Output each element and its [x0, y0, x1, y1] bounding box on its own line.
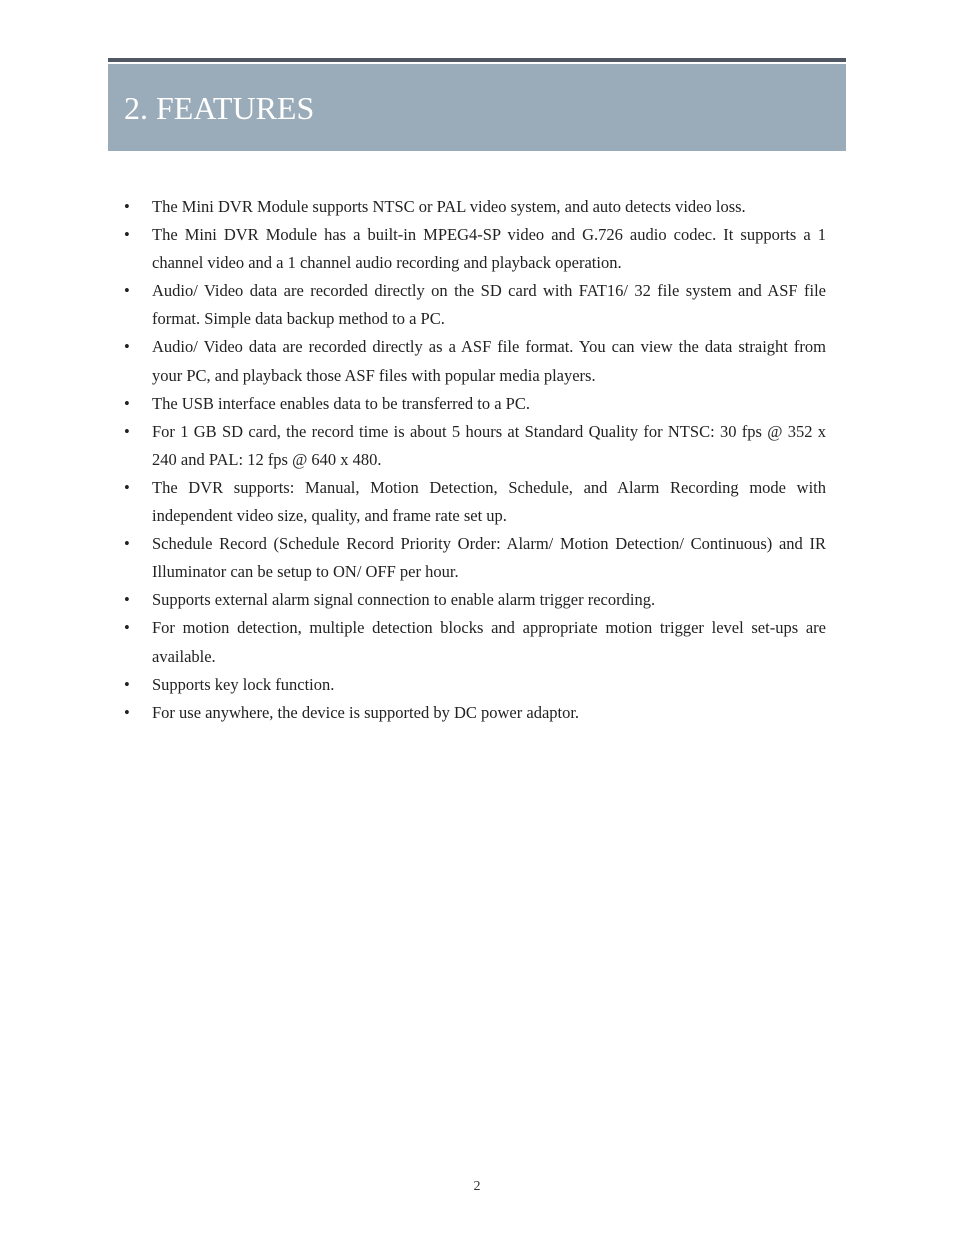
feature-text: Supports external alarm signal connection to enable alarm trigger recording. [152, 590, 656, 610]
section-title: 2. FEATURES [124, 90, 315, 126]
list-item [124, 586, 826, 614]
bullet-icon: • [124, 421, 130, 441]
header-rule [108, 58, 846, 62]
feature-text: The Mini DVR Module supports NTSC or PAL video system, and auto detects video loss. [152, 197, 746, 216]
bullet-icon: • [124, 702, 130, 722]
list-item [124, 530, 826, 586]
feature-text: Supports key lock function. [152, 674, 335, 694]
list-item [124, 277, 826, 333]
feature-text: Audio/ Video data are recorded directly as a ASF file format. You can view the data straight from your PC, and playback those ASF files with popular media players. [152, 337, 826, 385]
list-item [124, 418, 826, 474]
bullet-icon: • [124, 225, 130, 245]
bullet-icon: • [124, 393, 130, 413]
feature-text: For 1 GB SD card, the record time is about 5 hours at Standard Quality for NTSC: 30 fps @ 352 x 240 and PAL: 12 fps @ 640 x 480. [152, 421, 826, 469]
bullet-icon: • [124, 674, 130, 694]
bullet-icon: • [124, 337, 130, 357]
feature-text: The USB interface enables data to be transferred to a PC. [152, 393, 530, 413]
feature-text: Audio/ Video data are recorded directly on the SD card with FAT16/ 32 file system and ASF file format. Simple data backup method to a PC. [152, 281, 826, 329]
feature-text: For use anywhere, the device is supported by DC power adaptor. [152, 702, 580, 722]
bullet-icon: • [124, 534, 130, 554]
feature-text: The Mini DVR Module has a built-in MPEG4-SP video and G.726 audio codec. It supports a 1 channel video and a 1 channel audio recording and playback operation. [152, 225, 826, 273]
features-list [124, 193, 826, 727]
page-number: 2 [473, 1179, 481, 1194]
section-header [108, 64, 846, 151]
list-item [124, 221, 826, 277]
list-item [124, 699, 826, 727]
list-item [124, 671, 826, 699]
list-item [124, 614, 826, 670]
bullet-icon: • [124, 197, 130, 216]
list-item [124, 390, 826, 418]
bullet-icon: • [124, 618, 130, 638]
list-item [124, 474, 826, 530]
feature-text: For motion detection, multiple detection blocks and appropriate motion trigger level set-ups are available. [152, 618, 826, 666]
bullet-icon: • [124, 590, 130, 610]
list-item [124, 333, 826, 389]
list-item [124, 193, 826, 221]
bullet-icon: • [124, 281, 130, 301]
feature-text: Schedule Record (Schedule Record Priority Order: Alarm/ Motion Detection/ Continuous) and IR Illuminator can be setup to ON/ OFF per hour. [152, 534, 826, 582]
bullet-icon: • [124, 477, 130, 497]
feature-text: The DVR supports: Manual, Motion Detection, Schedule, and Alarm Recording mode with independent video size, quality, and frame rate set up. [152, 477, 826, 526]
